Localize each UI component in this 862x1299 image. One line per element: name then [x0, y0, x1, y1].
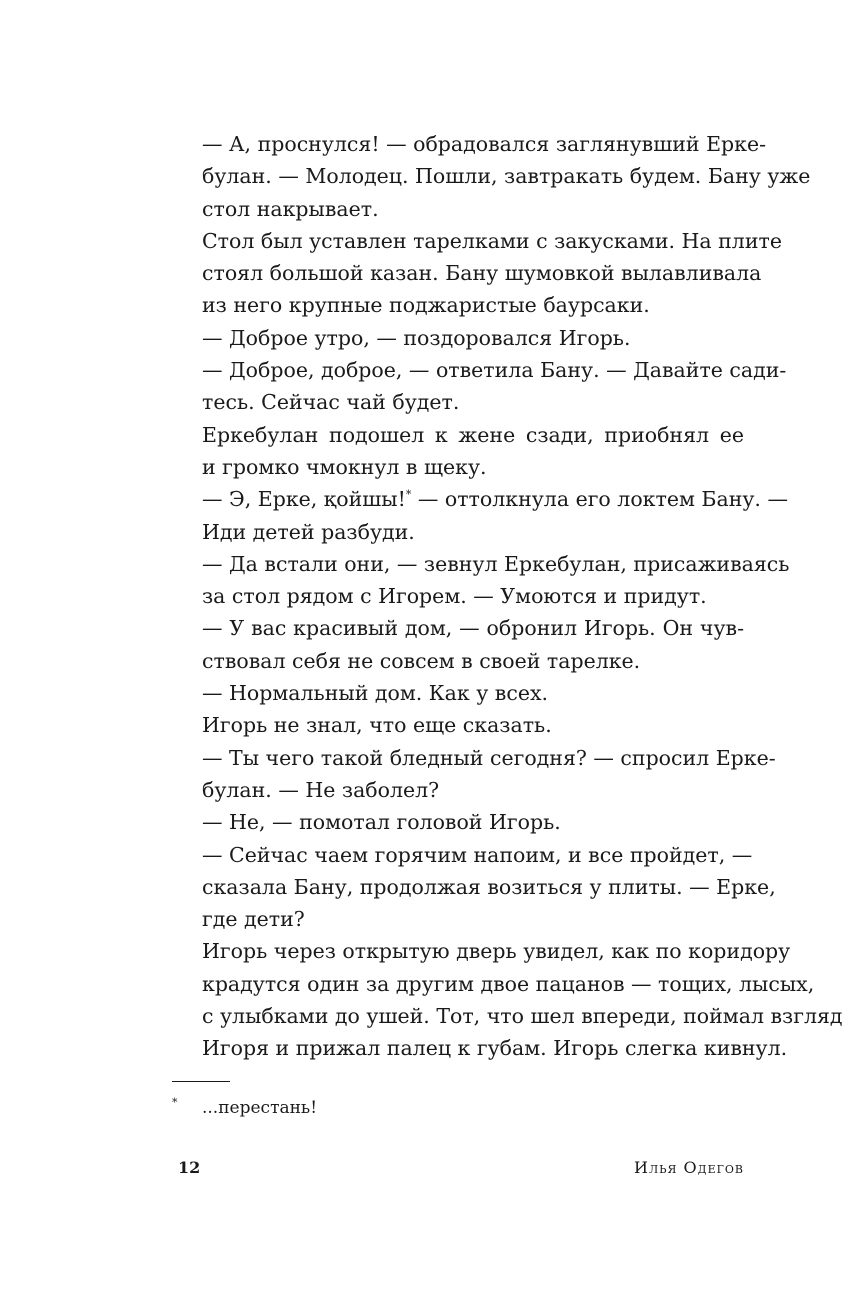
text-line: — Доброе, доброе, — ответила Бану. — Давайте сади-	[202, 358, 787, 383]
text-line: где дети?	[202, 907, 305, 932]
footnote-text: ...перестань!	[202, 1098, 318, 1118]
text-line: крадутся один за другим двое пацанов — тощих, лысых,	[202, 971, 815, 996]
text-line: — Сейчас чаем горячим напоим, и все пройдет, —	[202, 842, 753, 867]
text-line: — Не, — помотал головой Игорь.	[202, 810, 561, 835]
text-line: стоял большой казан. Бану шумовкой вылавливала	[202, 261, 762, 286]
paragraph	[172, 935, 843, 1064]
paragraph	[172, 742, 776, 807]
text-line: Игоря и прижал палец к губам. Игорь слегка кивнул.	[202, 1036, 788, 1061]
text-line: сказала Бану, продолжая возиться у плиты. — Ерке,	[202, 874, 776, 899]
paragraph	[172, 483, 788, 548]
text-line: стол накрывает.	[202, 196, 379, 221]
footnote-reference: *	[405, 488, 412, 502]
paragraph	[172, 322, 744, 354]
page-footer	[172, 1156, 744, 1180]
paragraph	[172, 354, 787, 419]
paragraph	[172, 548, 790, 613]
text-segment: — оттолкнула его локтем Бану. —	[411, 487, 788, 512]
text-line: за стол рядом с Игорем. — Умоются и придут.	[202, 584, 707, 609]
paragraph	[172, 709, 744, 741]
text-line: из него крупные поджаристые баурсаки.	[202, 293, 650, 318]
body-text	[172, 128, 843, 1065]
paragraph	[172, 677, 744, 709]
text-line	[172, 483, 788, 515]
paragraph	[172, 419, 744, 484]
paragraph	[172, 806, 744, 838]
text-line: Игорь через открытую дверь увидел, как по коридору	[202, 939, 791, 964]
text-segment: — Э, Ерке, қойшы!	[202, 487, 406, 512]
running-head: Илья Одегов	[634, 1158, 744, 1177]
text-line: — Ты чего такой бледный сегодня? — спросил Ерке-	[202, 745, 776, 770]
footnote: * ...перестань!	[172, 1096, 318, 1118]
text-line: и громко чмокнул в щеку.	[202, 454, 487, 479]
text-line: с улыбками до ушей. Тот, что шел впереди, поймал взгляд	[202, 1004, 843, 1029]
text-line: тесь. Сейчас чай будет.	[202, 390, 460, 415]
text-line: — Доброе утро, — поздоровался Игорь.	[202, 325, 631, 350]
text-line: Иди детей разбуди.	[202, 519, 415, 544]
text-line: — У вас красивый дом, — обронил Игорь. Он чув-	[202, 616, 744, 641]
paragraph	[172, 128, 811, 225]
text-line: булан. — Молодец. Пошли, завтракать будем. Бану уже	[202, 164, 811, 189]
text-line: — Нормальный дом. Как у всех.	[202, 681, 549, 706]
text-line: — Да встали они, — зевнул Еркебулан, присаживаясь	[202, 551, 790, 576]
paragraph	[172, 225, 782, 322]
text-line: — А, проснулся! — обрадовался заглянувший Ерке-	[202, 132, 767, 156]
paragraph	[172, 612, 744, 677]
paragraph	[172, 839, 776, 936]
text-line: булан. — Не заболел?	[202, 777, 440, 802]
footnote-divider	[172, 1081, 230, 1082]
text-line: Игорь не знал, что еще сказать.	[202, 713, 552, 738]
text-line: Стол был уставлен тарелками с закусками. На плите	[202, 228, 782, 253]
text-line: Еркебулан подошел к жене сзади, приобнял ее	[202, 422, 744, 447]
page-number: 12	[178, 1158, 201, 1177]
text-line: ствовал себя не совсем в своей тарелке.	[202, 648, 641, 673]
